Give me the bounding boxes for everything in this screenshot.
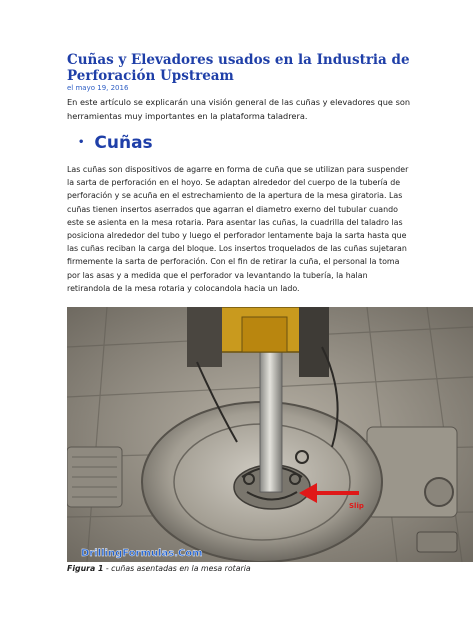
figure-caption [67,564,251,573]
section-paragraph: Las cuñas son dispositivos de agarre en forma de cuña que se utilizan para suspender la sarta de perforación en el hoyo. Se adaptan alrededor del cuerpo de la tubería de perforación y se acuña en el estrechamiento de la apertura de la mesa giratoria. Las cuñas tienen insertos aserrados que agarran el diametro exerno del tubular cuando este se asienta en la mesa rotaria. Para asentar las cuñas, la cuadrilla del taladro las posiciona alrededor del tubo y luego el perforador lentamente baja la sarta hasta que las cuñas reciban la carga del bloque. Los insertos troquelados de las cuñas sujetaran firmemente la sarta de perforación. Con el fin de retirar la cuña, el personal la toma por las asas y a medida que el perforador va levantando la tubería, la halan retirandola de la mesa rotaria y colocandola hacia un lado. [67,165,409,293]
article-intro: En este artículo se explicarán una visión general de las cuñas y elevadores que son herramientas muy importantes en la plataforma taladrera. [67,97,411,121]
rotary-table-photo [67,307,473,562]
bullet-icon: • [78,137,85,148]
caption-text: - cuñas asentadas en la mesa rotaria [103,564,251,573]
article-date: el mayo 19, 2016 [67,84,129,92]
section-heading-text: Cuñas [94,133,153,153]
caption-label: Figura 1 [67,564,104,573]
watermark-text: DrillingFormulas.Com [81,548,203,559]
arrow-label: Slip [349,502,364,510]
section-heading [78,133,153,153]
article-title: Cuñas y Elevadores usados en la Industria de Perforación Upstream [67,52,410,84]
